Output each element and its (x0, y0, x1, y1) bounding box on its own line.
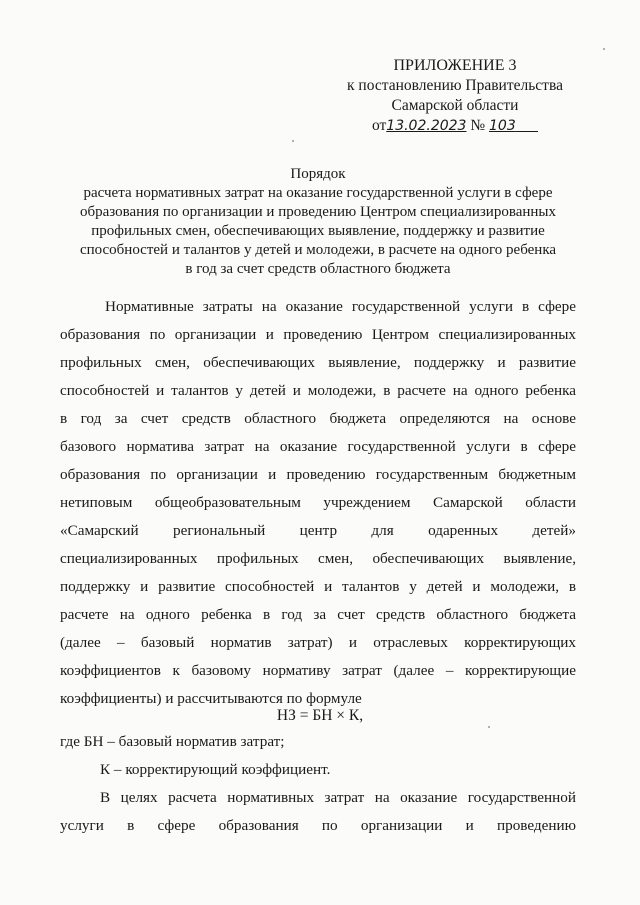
paragraph-line: поддержку и развитие способностей и талантов у детей и молодежи, в (60, 578, 576, 595)
heading-line: образования по организации и проведению Центром специализированных (79, 204, 557, 220)
legend-k: К – корректирующий коэффициент. (100, 761, 331, 778)
legend-bn: где БН – базовый норматив затрат; (60, 733, 285, 750)
appendix-line-1: к постановлению Правительства (347, 77, 563, 94)
scan-speck (603, 48, 605, 50)
formula-legend (60, 728, 576, 784)
heading-line: в год за счет средств областного бюджета (185, 261, 451, 277)
handwritten-date: 13.02.2023 (386, 118, 467, 134)
paragraph-line: специализированных профильных смен, обеспечивающих выявление, (60, 550, 576, 567)
paragraph-line: в год за счет средств областного бюджета определяются на основе (60, 410, 576, 427)
number-label: № (470, 117, 486, 134)
paragraph-line: способностей и талантов у детей и молодежи, в расчете на одного ребенка (60, 382, 576, 399)
paragraph-last-line: коэффициенты) и рассчитываются по формуле (60, 690, 362, 707)
document-heading (60, 165, 576, 279)
paragraph-line: услуги в сфере образования по организации и проведению (60, 817, 576, 834)
paragraph-1 (60, 293, 576, 713)
paragraph-line: базового норматива затрат на оказание государственной услуги в сфере (60, 438, 576, 455)
paragraph-line: нетиповым общеобразовательным учреждением Самарской области (60, 494, 576, 511)
paragraph-line: В целях расчета нормативных затрат на оказание государственной (100, 789, 576, 806)
appendix-date-line (330, 116, 580, 136)
paragraph-line: образования по организации и проведению Центром специализированных (60, 326, 576, 343)
scan-speck (488, 726, 490, 728)
heading-title: Порядок (290, 166, 346, 182)
appendix-title: ПРИЛОЖЕНИЕ 3 (393, 57, 517, 74)
heading-line: профильных смен, обеспечивающих выявление, поддержку и развитие (91, 223, 545, 239)
paragraph-line: коэффициентов к базовому нормативу затрат (далее – корректирующие (60, 662, 576, 679)
appendix-header (330, 56, 580, 136)
handwritten-number: 103 (489, 118, 516, 134)
date-prefix: от (371, 117, 387, 134)
paragraph-line: Нормативные затраты на оказание государственной услуги в сфере (105, 298, 576, 315)
paragraph-2 (60, 784, 576, 840)
heading-line: расчета нормативных затрат на оказание государственной услуги в сфере (83, 185, 553, 201)
formula: НЗ = БН × К, (276, 707, 364, 724)
scan-speck (292, 140, 294, 142)
paragraph-line: (далее – базовый норматив затрат) и отраслевых корректирующих (60, 634, 576, 651)
heading-line: способностей и талантов у детей и молодежи, в расчете на одного ребенка (79, 242, 557, 258)
paragraph-line: «Самарский региональный центр для одаренных детей» (60, 522, 576, 539)
paragraph-line: расчете на одного ребенка в год за счет средств областного бюджета (60, 606, 576, 623)
appendix-line-2: Самарской области (391, 97, 519, 114)
paragraph-line: образования по организации и проведению государственным бюджетным (60, 466, 576, 483)
paragraph-line: профильных смен, обеспечивающих выявление, поддержку и развитие (60, 354, 576, 371)
